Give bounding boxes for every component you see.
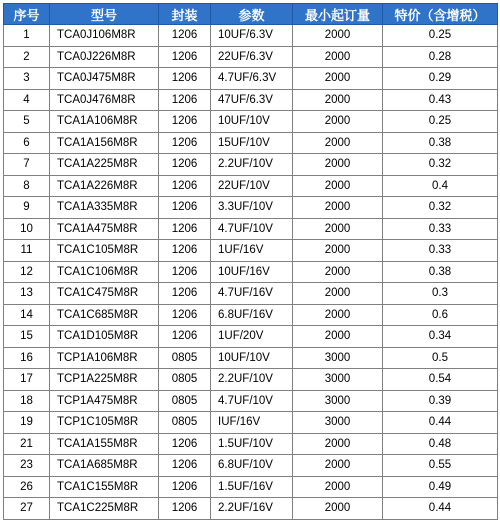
table-row — [4, 111, 498, 133]
cell-model: TCP1A106M8R — [50, 347, 159, 369]
cell-price: 0.39 — [383, 390, 498, 412]
cell-price: 0.29 — [383, 68, 498, 90]
table-row — [4, 197, 498, 219]
cell-package: 0805 — [159, 369, 211, 391]
cell-index: 12 — [4, 261, 50, 283]
table-row — [4, 498, 498, 520]
cell-model: TCA0J106M8R — [50, 25, 159, 47]
cell-model: TCA1C155M8R — [50, 476, 159, 498]
cell-package: 1206 — [159, 46, 211, 68]
cell-package: 1206 — [159, 111, 211, 133]
cell-package: 1206 — [159, 197, 211, 219]
cell-params: 22UF/6.3V — [211, 46, 293, 68]
cell-moq: 2000 — [293, 326, 383, 348]
cell-params: 22UF/10V — [211, 175, 293, 197]
cell-params: 4.7UF/10V — [211, 390, 293, 412]
cell-package: 1206 — [159, 455, 211, 477]
cell-price: 0.25 — [383, 111, 498, 133]
cell-params: 1.5UF/10V — [211, 433, 293, 455]
table-row — [4, 283, 498, 305]
cell-index: 3 — [4, 68, 50, 90]
header-price: 特价（含增税） — [383, 4, 498, 25]
cell-package: 1206 — [159, 89, 211, 111]
price-table — [3, 3, 498, 520]
cell-package: 1206 — [159, 154, 211, 176]
cell-model: TCA1A155M8R — [50, 433, 159, 455]
cell-price: 0.6 — [383, 304, 498, 326]
cell-moq: 3000 — [293, 347, 383, 369]
cell-index: 7 — [4, 154, 50, 176]
cell-price: 0.44 — [383, 498, 498, 520]
cell-moq: 2000 — [293, 132, 383, 154]
cell-params: IUF/16V — [211, 412, 293, 434]
cell-model: TCA1C685M8R — [50, 304, 159, 326]
cell-moq: 2000 — [293, 89, 383, 111]
cell-moq: 2000 — [293, 283, 383, 305]
cell-index: 18 — [4, 390, 50, 412]
table-row — [4, 304, 498, 326]
cell-model: TCP1A225M8R — [50, 369, 159, 391]
cell-params: 10UF/10V — [211, 111, 293, 133]
cell-moq: 2000 — [293, 455, 383, 477]
cell-index: 6 — [4, 132, 50, 154]
cell-model: TCP1C105M8R — [50, 412, 159, 434]
cell-params: 1.5UF/16V — [211, 476, 293, 498]
cell-model: TCA1A475M8R — [50, 218, 159, 240]
cell-package: 1206 — [159, 433, 211, 455]
cell-price: 0.3 — [383, 283, 498, 305]
header-index: 序号 — [4, 4, 50, 25]
cell-package: 0805 — [159, 347, 211, 369]
cell-index: 19 — [4, 412, 50, 434]
cell-price: 0.43 — [383, 89, 498, 111]
cell-index: 11 — [4, 240, 50, 262]
cell-model: TCA1A335M8R — [50, 197, 159, 219]
cell-model: TCA1A106M8R — [50, 111, 159, 133]
cell-package: 0805 — [159, 412, 211, 434]
cell-params: 10UF/6.3V — [211, 25, 293, 47]
cell-price: 0.25 — [383, 25, 498, 47]
cell-index: 2 — [4, 46, 50, 68]
cell-moq: 3000 — [293, 412, 383, 434]
cell-moq: 2000 — [293, 68, 383, 90]
cell-model: TCA1C225M8R — [50, 498, 159, 520]
cell-params: 2.2UF/10V — [211, 369, 293, 391]
cell-model: TCP1A475M8R — [50, 390, 159, 412]
cell-package: 0805 — [159, 390, 211, 412]
cell-price: 0.38 — [383, 132, 498, 154]
cell-package: 1206 — [159, 304, 211, 326]
cell-index: 4 — [4, 89, 50, 111]
table-row — [4, 347, 498, 369]
cell-price: 0.32 — [383, 197, 498, 219]
table-row — [4, 240, 498, 262]
cell-index: 21 — [4, 433, 50, 455]
cell-index: 23 — [4, 455, 50, 477]
cell-params: 1UF/20V — [211, 326, 293, 348]
cell-index: 17 — [4, 369, 50, 391]
table-row — [4, 154, 498, 176]
cell-index: 13 — [4, 283, 50, 305]
cell-moq: 2000 — [293, 218, 383, 240]
cell-moq: 2000 — [293, 46, 383, 68]
cell-moq: 3000 — [293, 390, 383, 412]
cell-index: 15 — [4, 326, 50, 348]
cell-moq: 2000 — [293, 197, 383, 219]
cell-moq: 2000 — [293, 240, 383, 262]
cell-moq: 2000 — [293, 25, 383, 47]
cell-package: 1206 — [159, 498, 211, 520]
cell-index: 14 — [4, 304, 50, 326]
table-body — [4, 25, 498, 520]
cell-package: 1206 — [159, 218, 211, 240]
cell-moq: 2000 — [293, 304, 383, 326]
cell-moq: 2000 — [293, 111, 383, 133]
cell-params: 2.2UF/10V — [211, 154, 293, 176]
cell-index: 1 — [4, 25, 50, 47]
table-row — [4, 218, 498, 240]
cell-package: 1206 — [159, 25, 211, 47]
cell-price: 0.54 — [383, 369, 498, 391]
cell-params: 6.8UF/10V — [211, 455, 293, 477]
cell-price: 0.38 — [383, 261, 498, 283]
cell-price: 0.44 — [383, 412, 498, 434]
cell-index: 26 — [4, 476, 50, 498]
cell-package: 1206 — [159, 261, 211, 283]
cell-package: 1206 — [159, 175, 211, 197]
cell-moq: 2000 — [293, 476, 383, 498]
table-row — [4, 175, 498, 197]
table-row — [4, 46, 498, 68]
cell-params: 4.7UF/10V — [211, 218, 293, 240]
table-row — [4, 476, 498, 498]
cell-price: 0.55 — [383, 455, 498, 477]
table-row — [4, 25, 498, 47]
table-row — [4, 89, 498, 111]
cell-price: 0.28 — [383, 46, 498, 68]
cell-moq: 2000 — [293, 498, 383, 520]
cell-index: 10 — [4, 218, 50, 240]
cell-moq: 2000 — [293, 175, 383, 197]
cell-params: 15UF/10V — [211, 132, 293, 154]
cell-params: 4.7UF/16V — [211, 283, 293, 305]
header-model: 型号 — [50, 4, 159, 25]
cell-package: 1206 — [159, 476, 211, 498]
cell-package: 1206 — [159, 240, 211, 262]
cell-model: TCA1A225M8R — [50, 154, 159, 176]
cell-model: TCA0J226M8R — [50, 46, 159, 68]
cell-moq: 2000 — [293, 261, 383, 283]
cell-index: 9 — [4, 197, 50, 219]
cell-price: 0.4 — [383, 175, 498, 197]
cell-model: TCA1A685M8R — [50, 455, 159, 477]
table-row — [4, 412, 498, 434]
cell-index: 8 — [4, 175, 50, 197]
cell-price: 0.33 — [383, 218, 498, 240]
cell-index: 16 — [4, 347, 50, 369]
table-row — [4, 326, 498, 348]
cell-params: 6.8UF/16V — [211, 304, 293, 326]
cell-model: TCA0J476M8R — [50, 89, 159, 111]
table-row — [4, 390, 498, 412]
cell-price: 0.48 — [383, 433, 498, 455]
cell-params: 47UF/6.3V — [211, 89, 293, 111]
cell-price: 0.49 — [383, 476, 498, 498]
header-params: 参数 — [211, 4, 293, 25]
cell-price: 0.32 — [383, 154, 498, 176]
cell-model: TCA1A226M8R — [50, 175, 159, 197]
table-row — [4, 433, 498, 455]
cell-model: TCA0J475M8R — [50, 68, 159, 90]
cell-price: 0.34 — [383, 326, 498, 348]
cell-model: TCA1C106M8R — [50, 261, 159, 283]
cell-params: 3.3UF/10V — [211, 197, 293, 219]
cell-moq: 2000 — [293, 154, 383, 176]
cell-model: TCA1A156M8R — [50, 132, 159, 154]
cell-model: TCA1C105M8R — [50, 240, 159, 262]
header-package: 封装 — [159, 4, 211, 25]
cell-index: 5 — [4, 111, 50, 133]
cell-params: 1UF/16V — [211, 240, 293, 262]
cell-params: 10UF/16V — [211, 261, 293, 283]
table-row — [4, 261, 498, 283]
header-row — [4, 4, 498, 25]
cell-model: TCA1D105M8R — [50, 326, 159, 348]
cell-package: 1206 — [159, 68, 211, 90]
cell-price: 0.5 — [383, 347, 498, 369]
table-row — [4, 132, 498, 154]
cell-package: 1206 — [159, 326, 211, 348]
table-row — [4, 455, 498, 477]
cell-params: 2.2UF/16V — [211, 498, 293, 520]
cell-package: 1206 — [159, 283, 211, 305]
cell-index: 27 — [4, 498, 50, 520]
cell-params: 10UF/10V — [211, 347, 293, 369]
cell-package: 1206 — [159, 132, 211, 154]
cell-params: 4.7UF/6.3V — [211, 68, 293, 90]
header-moq: 最小起订量 — [293, 4, 383, 25]
table-row — [4, 369, 498, 391]
cell-price: 0.33 — [383, 240, 498, 262]
cell-moq: 2000 — [293, 433, 383, 455]
cell-moq: 3000 — [293, 369, 383, 391]
table-row — [4, 68, 498, 90]
cell-model: TCA1C475M8R — [50, 283, 159, 305]
